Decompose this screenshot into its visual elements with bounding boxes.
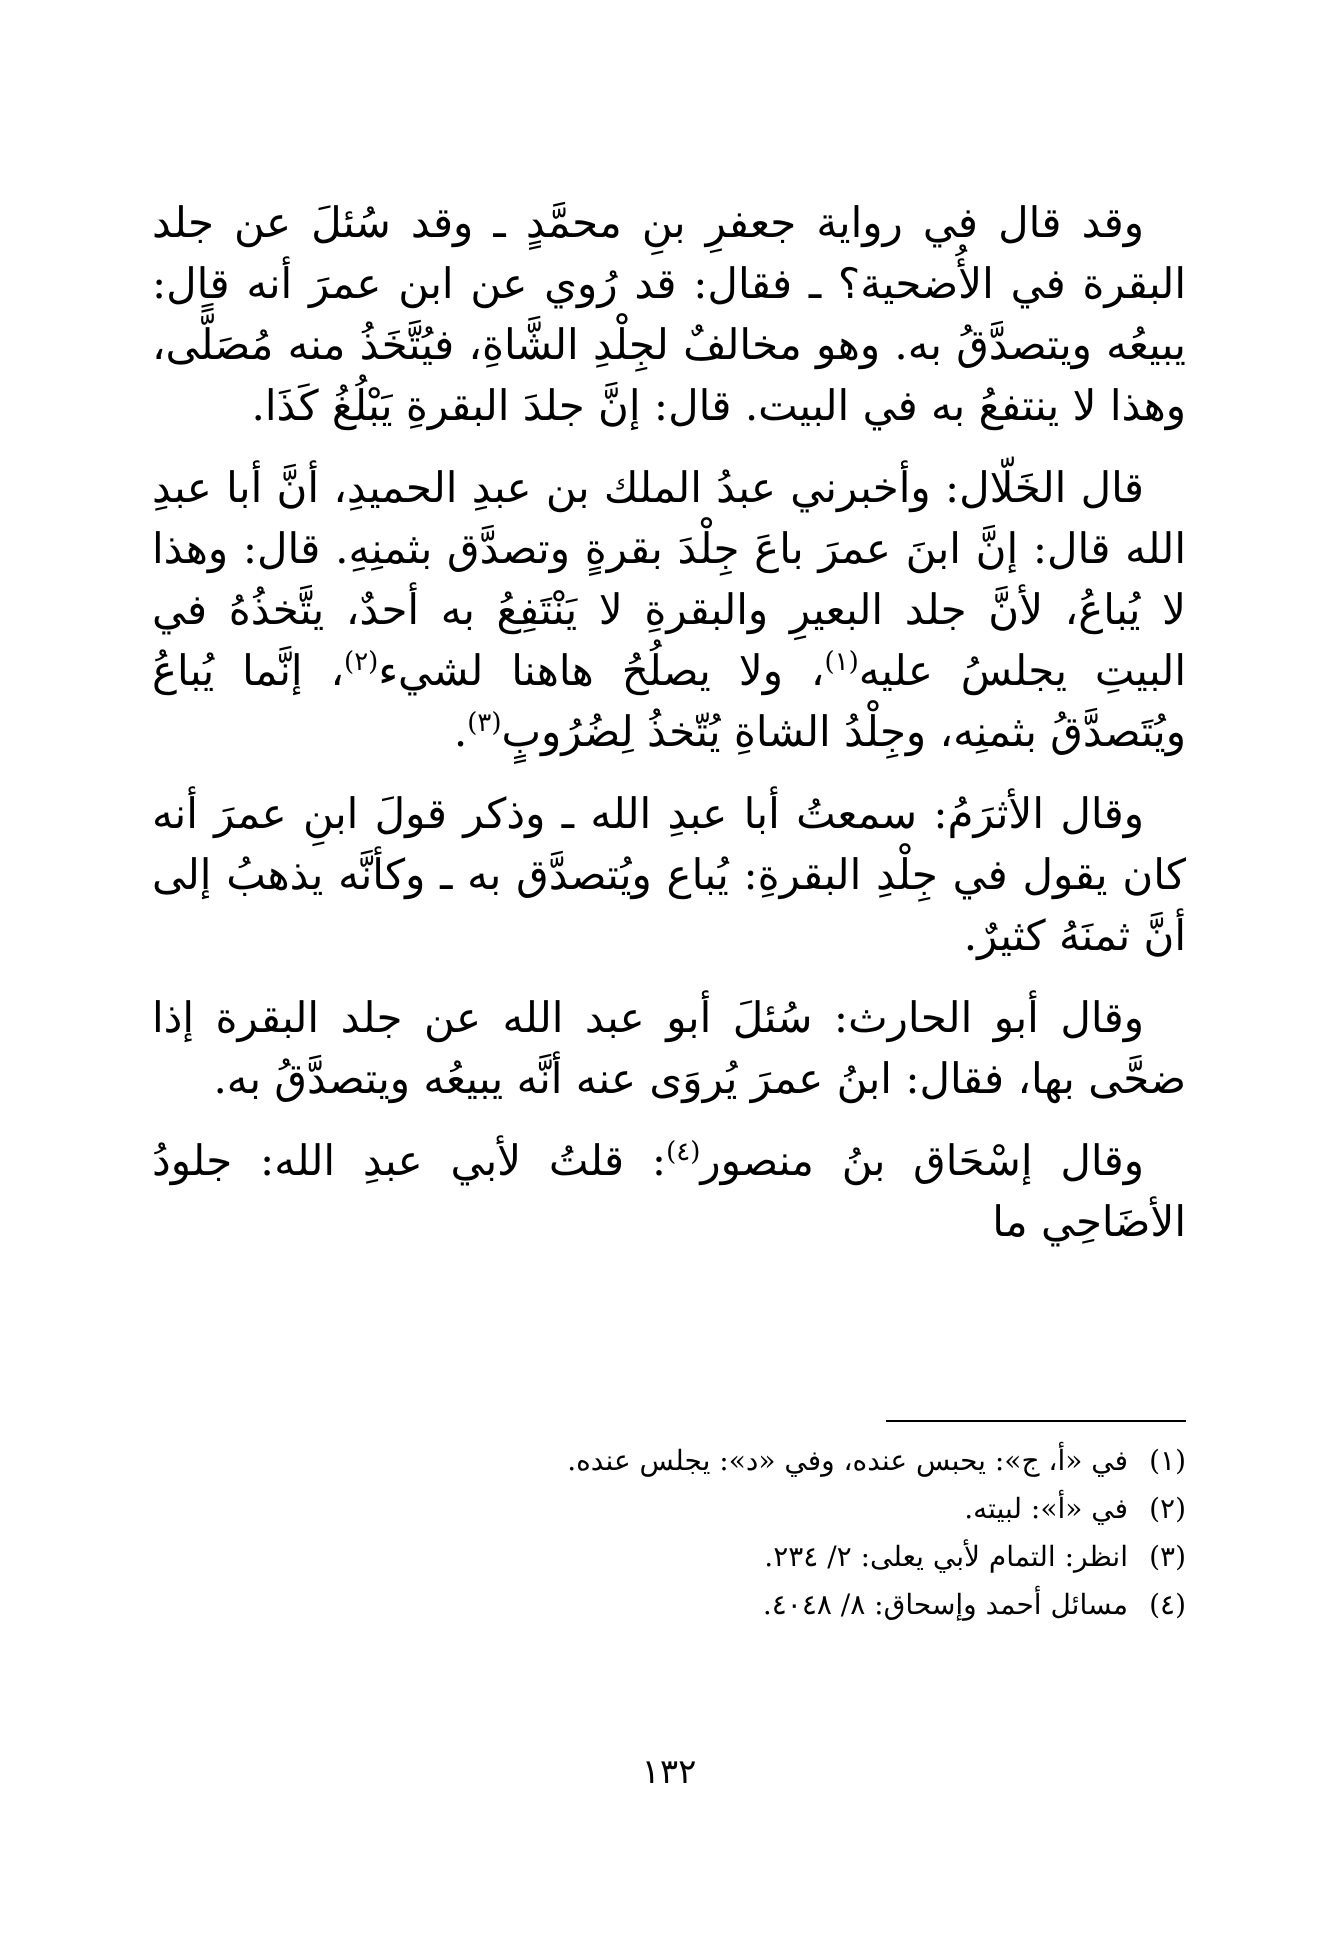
footnote-text: انظر: التمام لأبي يعلى: ٢/ ٢٣٤. bbox=[764, 1540, 1128, 1573]
footnote-reference: (١) bbox=[824, 647, 859, 677]
footnote-text: في «أ، ج»: يحبس عنده، وفي «د»: يجلس عنده. bbox=[567, 1444, 1128, 1477]
paragraph-text: وقال الأثرَمُ: سمعتُ أبا عبدِ الله ـ وذكر قولَ ابنِ عمرَ أنه كان يقول في جِلْدِ البقرةِ: يُباع ويُتصدَّق به ـ وكأنَّه يذهبُ إلى أنَّ ثمنَهُ كثيرٌ. bbox=[152, 789, 1186, 960]
paragraph-text: وقال إسْحَاق بنُ منصور bbox=[700, 1136, 1144, 1185]
paragraph bbox=[152, 192, 1186, 436]
footnote-separator bbox=[886, 1420, 1186, 1422]
footnote-number: (٤) bbox=[1149, 1588, 1186, 1621]
paragraph-text: قال الخَلّال: وأخبرني عبدُ الملك بن عبدِ الحميدِ، أنَّ أبا عبدِ الله قال: إنَّ ابنَ عمرَ باعَ جِلْدَ بقرةٍ وتصدَّق بثمنِهِ. قال: وهذا لا يُباعُ، لأنَّ جلد البعيرِ والبقرةِ لا يَنْتَفِعُ به أحدٌ، يتَّخذُهُ في البيتِ يجلسُ عليه bbox=[152, 463, 1187, 695]
paragraph bbox=[152, 1130, 1186, 1252]
footnote bbox=[152, 1533, 1186, 1581]
footnote-text: في «أ»: لبيته. bbox=[964, 1492, 1128, 1525]
footnote bbox=[152, 1485, 1186, 1533]
paragraph bbox=[152, 987, 1186, 1109]
paragraph-text: : قلتُ لأبي عبدِ الله: جلودُ الأضَاحِي ما bbox=[152, 1136, 1186, 1246]
footnote-number: (٣) bbox=[1149, 1540, 1186, 1573]
footnote bbox=[152, 1437, 1186, 1485]
footnote-number: (٢) bbox=[1149, 1492, 1186, 1525]
paragraph-text: وقد قال في رواية جعفرِ بنِ محمَّدٍ ـ وقد سُئلَ عن جلد البقرة في الأُضحية؟ ـ فقال: قد رُوي عن ابن عمرَ أنه قال: يبيعُه ويتصدَّقُ به. وهو مخالفٌ لجِلْدِ الشَّاةِ، فيُتَّخَذُ منه مُصَلًّى، وهذا لا ينتفعُ به في البيت. قال: إنَّ جلدَ البقرةِ يَبْلُغُ كَذَا. bbox=[152, 198, 1186, 430]
footnote-reference: (٣) bbox=[467, 708, 502, 738]
paragraph bbox=[152, 783, 1186, 966]
footnote-reference: (٤) bbox=[666, 1137, 701, 1167]
footnote bbox=[152, 1581, 1186, 1629]
footnote-reference: (٢) bbox=[344, 647, 379, 677]
footnote-text: مسائل أحمد وإسحاق: ٨/ ٤٠٤٨. bbox=[762, 1588, 1128, 1621]
paragraph bbox=[152, 457, 1186, 762]
main-text bbox=[152, 192, 1186, 1273]
paragraph-text: وقال أبو الحارث: سُئلَ أبو عبد الله عن جلد البقرة إذا ضحَّى بها، فقال: ابنُ عمرَ يُروَى عنه أنَّه يبيعُه ويتصدَّقُ به. bbox=[152, 993, 1186, 1103]
paragraph-text: ، إنَّما يُباعُ ويُتَصدَّقُ بثمنِه، وجِلْدُ الشاةِ يُتّخذُ لِضُرُوبٍ bbox=[152, 646, 1186, 756]
page-number: ١٣٢ bbox=[641, 1752, 697, 1792]
paragraph-text: . bbox=[453, 707, 468, 756]
footnotes bbox=[152, 1437, 1186, 1629]
footnote-number: (١) bbox=[1149, 1444, 1186, 1477]
paragraph-text: ، ولا يصلُحُ هاهنا لشيء bbox=[378, 646, 825, 695]
